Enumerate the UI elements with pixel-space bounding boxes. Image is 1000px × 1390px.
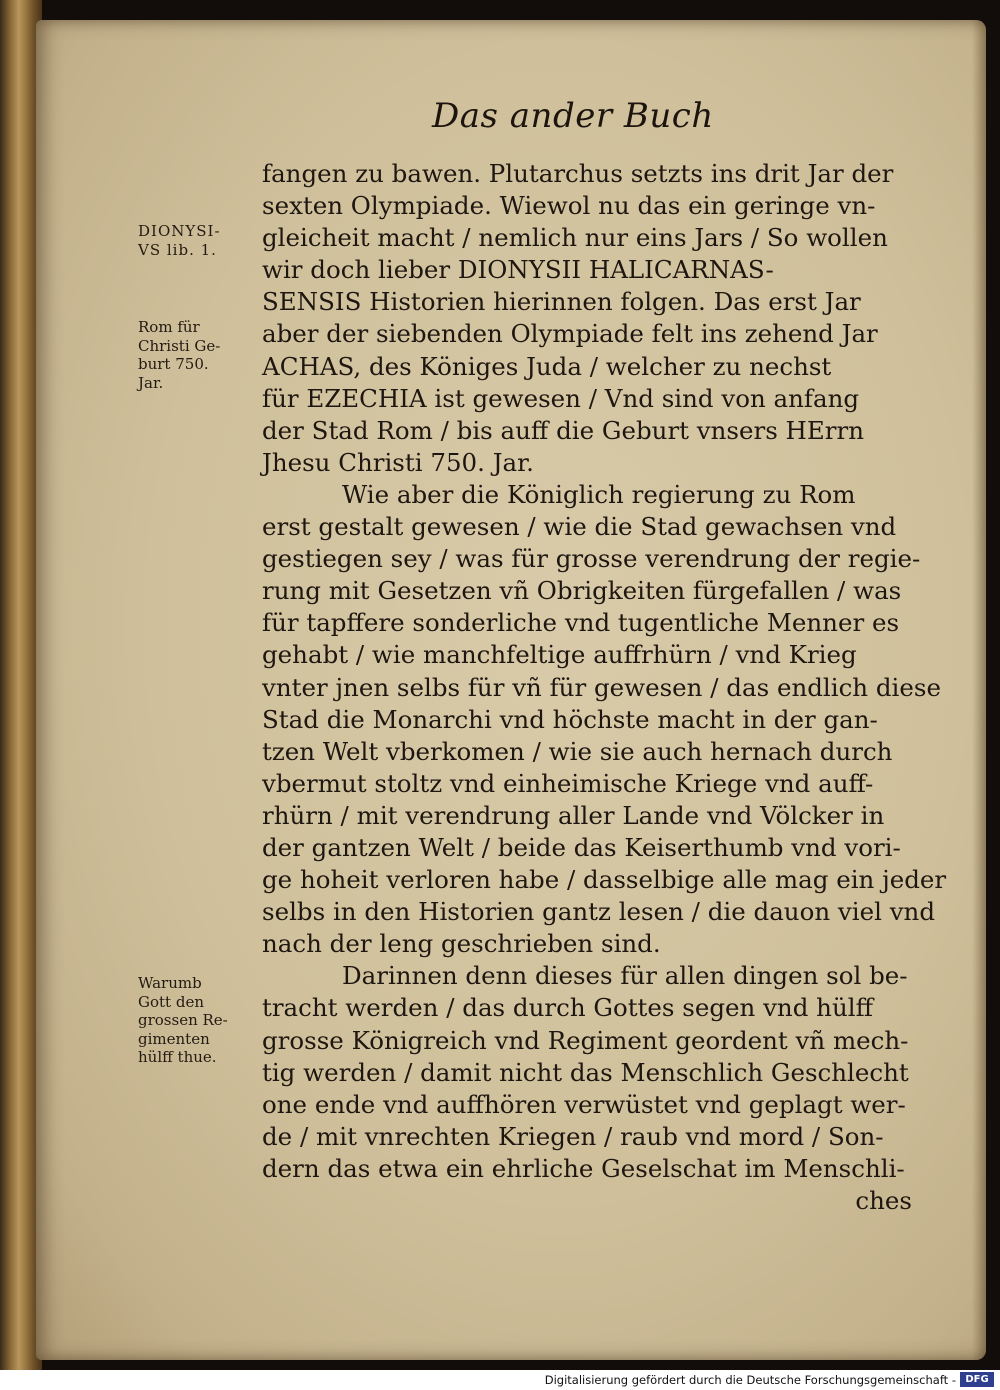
text-line: wir doch lieber DIONYSII HALICARNAS- (262, 255, 774, 285)
text-line: aber der siebenden Olympiade felt ins zehend Jar (262, 319, 878, 349)
text-line: gleicheit macht / nemlich nur eins Jars / So wollen (262, 223, 888, 253)
text-line: selbs in den Historien gantz lesen / die dauon viel vnd (262, 897, 936, 927)
text-line: nach der leng geschrieben sind. (262, 929, 661, 959)
margin-note-line: burt 750. (138, 355, 209, 373)
text-line: gehabt / wie manchfeltige auffrhürn / vnd Krieg (262, 640, 857, 670)
text-line: sexten Olympiade. Wiewol nu das ein geringe vn- (262, 191, 876, 221)
margin-note-line: grossen Re- (138, 1011, 228, 1029)
text-line: one ende vnd auffhören verwüstet vnd geplagt wer- (262, 1089, 906, 1119)
text-line: tzen Welt vberkomen / wie sie auch hernach durch (262, 736, 893, 766)
margin-note-line: Christi Ge- (138, 336, 221, 355)
text-line: Jhesu Christi 750. Jar. (262, 447, 534, 477)
margin-note-line: Rom für (138, 318, 200, 336)
margin-note-line: DIONYSI- (138, 222, 221, 240)
text-line: erst gestalt gewesen / wie die Stad gewachsen vnd (262, 512, 897, 542)
body-text (262, 158, 947, 1217)
text-line: ge hoheit verloren habe / dasselbige alle mag ein jeder (262, 865, 947, 895)
margin-note-line: Gott den (138, 992, 204, 1011)
running-title: Das ander Buch (432, 96, 714, 136)
page-edge (972, 20, 986, 1360)
text-line: vbermut stoltz vnd einheimische Kriege vnd auff- (262, 768, 874, 798)
text-line: der Stad Rom / bis auff die Geburt vnsers HErrn (262, 415, 865, 445)
text-line: gestiegen sey / was für grosse verendrung der regie- (262, 544, 921, 574)
text-line: tig werden / damit nicht das Menschlich Geschlecht (262, 1057, 909, 1087)
text-line: fangen zu bawen. Plutarchus setzts ins drit Jar der (262, 159, 894, 188)
text-line: für EZECHIA ist gewesen / Vnd sind von anfang (262, 383, 860, 413)
text-line: grosse Königreich vnd Regiment geordent vñ mech- (262, 1025, 909, 1055)
margin-note-line: VS lib. 1. (138, 240, 217, 259)
text-line: Wie aber die Königlich regierung zu Rom (342, 479, 856, 509)
text-line: de / mit vnrechten Kriegen / raub vnd mord / Son- (262, 1121, 884, 1151)
text-line: dern das etwa ein ehrliche Geselschat im Menschli- (262, 1153, 905, 1183)
text-line: rhürn / mit verendrung aller Lande vnd Völcker in (262, 800, 885, 830)
margin-note-line: hülff thue. (138, 1048, 217, 1066)
text-line: für tapffere sonderliche vnd tugentliche Menner es (262, 608, 900, 638)
margin-note-dionysius (138, 222, 221, 259)
margin-note-warumb (138, 974, 228, 1067)
margin-note-line: Jar. (138, 373, 164, 392)
text-line: tracht werden / das durch Gottes segen vnd hülff (262, 993, 873, 1023)
text-line: vnter jnen selbs für vñ für gewesen / das endlich diese (262, 672, 941, 702)
margin-note-line: Warumb (138, 974, 202, 992)
text-line: SENSIS Historien hierinnen folgen. Das erst Jar (262, 287, 861, 317)
text-line: rung mit Gesetzen vñ Obrigkeiten fürgefallen / was (262, 576, 902, 606)
margin-note-line: gimenten (138, 1029, 210, 1048)
margin-note-rom (138, 318, 220, 392)
digitization-credit: Digitalisierung gefördert durch die Deutsche Forschungsgemeinschaft - (544, 1373, 956, 1387)
text-line: ACHAS, des Königes Juda / welcher zu nechst (262, 351, 832, 381)
dfg-logo: DFG (960, 1372, 994, 1387)
text-line: Darinnen denn dieses für allen dingen sol be- (342, 961, 908, 991)
catchword: ches (855, 1186, 912, 1215)
text-line: der gantzen Welt / beide das Keiserthumb vnd vori- (262, 832, 901, 862)
text-line: Stad die Monarchi vnd höchste macht in der gan- (262, 704, 878, 734)
